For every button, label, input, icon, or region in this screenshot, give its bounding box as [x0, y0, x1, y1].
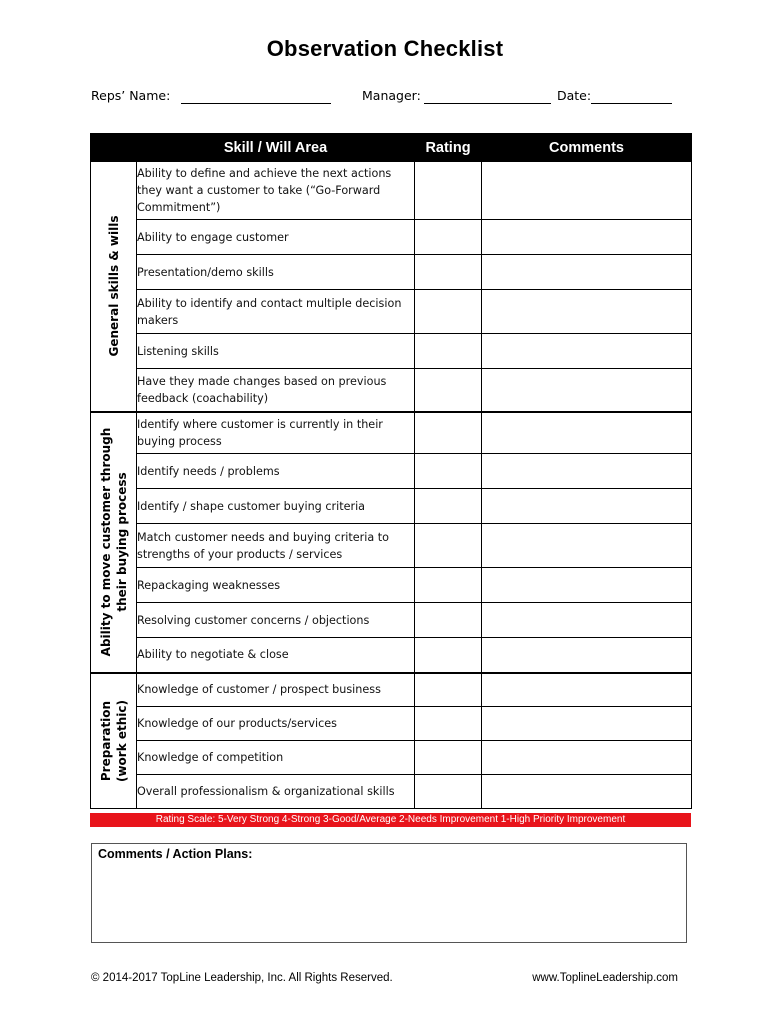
rating-cell[interactable]: [415, 162, 482, 220]
skill-cell: Match customer needs and buying criteria to strengths of your products / services: [137, 524, 415, 568]
rating-cell[interactable]: [415, 568, 482, 603]
comments-action-plans-box[interactable]: [91, 843, 687, 943]
comment-cell[interactable]: [482, 162, 692, 220]
comment-cell[interactable]: [482, 255, 692, 290]
rating-cell[interactable]: [415, 255, 482, 290]
table-row: [91, 334, 692, 369]
rep-name-label: Reps’ Name:: [91, 88, 171, 103]
table-row: [91, 603, 692, 638]
rating-cell[interactable]: [415, 369, 482, 412]
rating-cell[interactable]: [415, 220, 482, 255]
table-row: [91, 412, 692, 454]
skill-cell: Resolving customer concerns / objections: [137, 603, 415, 638]
skill-cell: Ability to identify and contact multiple decision makers: [137, 290, 415, 334]
skill-cell: Ability to define and achieve the next actions they want a customer to take (“Go-Forward Commitment”): [137, 162, 415, 220]
rep-name-field[interactable]: [181, 103, 331, 104]
comment-cell[interactable]: [482, 489, 692, 524]
table-row: [91, 489, 692, 524]
skill-cell: Ability to engage customer: [137, 220, 415, 255]
skill-cell: Knowledge of customer / prospect business: [137, 673, 415, 707]
table-row: [91, 741, 692, 775]
skill-cell: Listening skills: [137, 334, 415, 369]
header-fields: [91, 88, 691, 108]
comment-cell[interactable]: [482, 412, 692, 454]
skill-cell: Knowledge of our products/services: [137, 707, 415, 741]
checklist-table: [90, 133, 692, 809]
footer-copyright: © 2014-2017 TopLine Leadership, Inc. All Rights Reserved.: [91, 972, 393, 984]
skill-cell: Identify where customer is currently in their buying process: [137, 412, 415, 454]
comments-column-header: Comments: [482, 134, 692, 162]
table-row: [91, 162, 692, 220]
skill-cell: Knowledge of competition: [137, 741, 415, 775]
table-row: [91, 290, 692, 334]
rating-cell[interactable]: [415, 524, 482, 568]
table-row: [91, 255, 692, 290]
date-field[interactable]: [591, 103, 672, 104]
group-preparation: [91, 673, 137, 809]
rating-scale-bar: Rating Scale: 5-Very Strong 4-Strong 3-Good/Average 2-Needs Improvement 1-High Priority Improvement: [90, 813, 691, 827]
comment-cell[interactable]: [482, 524, 692, 568]
skill-cell: Repackaging weaknesses: [137, 568, 415, 603]
group-label: Preparation (work ethic): [98, 699, 129, 782]
table-row: [91, 673, 692, 707]
table-header-row: [91, 134, 692, 162]
rating-cell[interactable]: [415, 603, 482, 638]
footer-website: www.ToplineLeadership.com: [532, 972, 678, 984]
comment-cell[interactable]: [482, 290, 692, 334]
comment-cell[interactable]: [482, 369, 692, 412]
table-row: [91, 524, 692, 568]
table-row: [91, 220, 692, 255]
rating-cell[interactable]: [415, 638, 482, 673]
comment-cell[interactable]: [482, 638, 692, 673]
group-label: Ability to move customer through their buying process: [98, 427, 129, 657]
comment-cell[interactable]: [482, 741, 692, 775]
comments-box-label: Comments / Action Plans:: [98, 847, 253, 861]
table-row: [91, 707, 692, 741]
group-label: General skills & wills: [106, 215, 121, 357]
manager-field[interactable]: [424, 103, 551, 104]
table-row: [91, 775, 692, 809]
group-buying-process: [91, 412, 137, 673]
group-general-skills: [91, 162, 137, 412]
date-label: Date:: [557, 88, 592, 103]
comment-cell[interactable]: [482, 673, 692, 707]
comment-cell[interactable]: [482, 220, 692, 255]
rating-cell[interactable]: [415, 489, 482, 524]
comment-cell[interactable]: [482, 454, 692, 489]
rating-cell[interactable]: [415, 741, 482, 775]
rating-cell[interactable]: [415, 412, 482, 454]
rating-cell[interactable]: [415, 775, 482, 809]
skill-cell: Overall professionalism & organizational skills: [137, 775, 415, 809]
manager-label: Manager:: [362, 88, 421, 103]
rating-cell[interactable]: [415, 673, 482, 707]
skill-column-header: Skill / Will Area: [137, 134, 415, 162]
comment-cell[interactable]: [482, 334, 692, 369]
rating-cell[interactable]: [415, 707, 482, 741]
comment-cell[interactable]: [482, 568, 692, 603]
table-row: [91, 369, 692, 412]
rating-cell[interactable]: [415, 334, 482, 369]
group-header: [91, 134, 137, 162]
skill-cell: Presentation/demo skills: [137, 255, 415, 290]
rating-cell[interactable]: [415, 454, 482, 489]
table-row: [91, 568, 692, 603]
page-title: Observation Checklist: [266, 36, 504, 61]
comment-cell[interactable]: [482, 775, 692, 809]
skill-cell: Identify / shape customer buying criteria: [137, 489, 415, 524]
comment-cell[interactable]: [482, 707, 692, 741]
skill-cell: Identify needs / problems: [137, 454, 415, 489]
comment-cell[interactable]: [482, 603, 692, 638]
skill-cell: Have they made changes based on previous feedback (coachability): [137, 369, 415, 412]
table-row: [91, 454, 692, 489]
skill-cell: Ability to negotiate & close: [137, 638, 415, 673]
rating-column-header: Rating: [415, 134, 482, 162]
rating-cell[interactable]: [415, 290, 482, 334]
table-row: [91, 638, 692, 673]
